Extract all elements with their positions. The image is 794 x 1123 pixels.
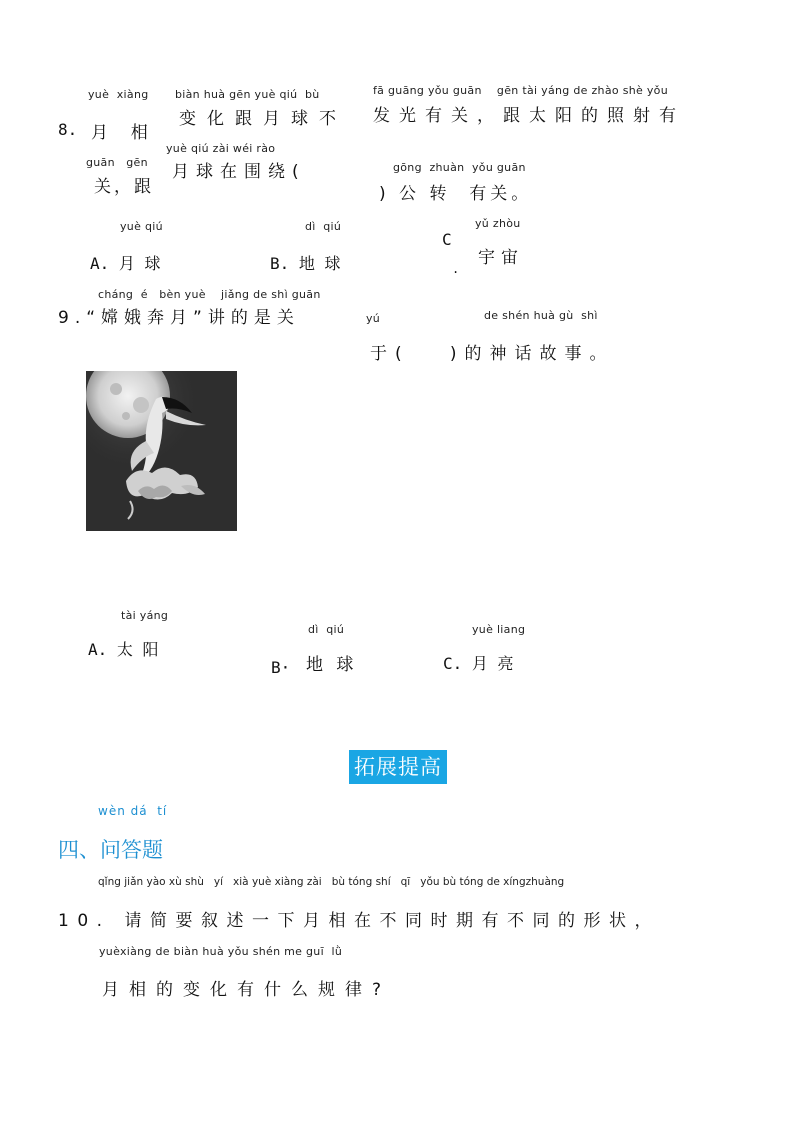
q9-option-a[interactable]: A. 太 阳 [88,640,159,659]
change-flying-to-moon-illustration [86,371,237,531]
q8-option-c-text[interactable]: 宇宙 [478,248,524,268]
q8-pinyin-2b: yuè qiú zài wéi rào [166,142,276,155]
q8-option-c-letter[interactable]: C [442,230,452,249]
q8-optB-pinyin: dì qiú [305,220,342,233]
q8-text-1a: 月 相 [91,123,152,143]
q8-text-2a: 关，跟 [94,177,154,197]
section-badge-extension: 拓展提高 [349,750,447,784]
q9-pinyin-1: cháng é bèn yuè jiǎng de shì guān [98,288,321,301]
q10-pinyin-2: yuèxiàng de biàn huà yǒu shén me guī lǜ [99,945,343,958]
q9-text-1: 9.“嫦娥奔月”讲的是关 [58,308,300,328]
q8-pinyin-1c: fā guāng yǒu guān gēn tài yáng de zhào shè yǒu [373,84,668,97]
q9-optB-pinyin: dì qiú [308,623,345,636]
q10-text-1: 10. 请简要叙述一下月相在不同时期有不同的形状， [58,911,660,931]
q8-number: 8. [58,120,78,139]
q10-text-2: 月相的变化有什么规律? [102,980,392,1000]
q8-text-2c: ) 公 转 有关。 [379,184,533,204]
moon-goddess-svg [86,371,237,531]
q8-option-b[interactable]: B. 地 球 [270,254,341,273]
q8-pinyin-2a: guān gēn [86,156,148,169]
q9-pinyin-yu: yú [366,312,381,325]
q8-text-1b: 变化跟月球不 [179,109,347,129]
q8-pinyin-1a: yuè xiàng [88,88,149,101]
q9-option-b-letter[interactable]: B· [271,658,291,677]
q9-option-c[interactable]: C. 月 亮 [443,654,514,673]
q8-pinyin-2c: gōng zhuàn yǒu guān [393,161,526,174]
q8-text-2b: 月球在围绕( [172,162,306,182]
q9-text-2: 于( )的神话故事。 [370,344,615,364]
section-title-pinyin: wèn dá tí [98,804,168,818]
q8-optA-pinyin: yuè qiú [120,220,163,233]
q10-pinyin-1: qǐng jiǎn yào xù shù yí xià yuè xiàng zài bù tóng shí qī yǒu bù tóng de xíngzhuàng [98,876,565,888]
q9-pinyin-2: de shén huà gù shì [484,309,598,322]
q9-optC-pinyin: yuè liang [472,623,526,636]
section-title: 四、问答题 [58,838,163,862]
q9-option-b-text[interactable]: 地 球 [306,655,358,675]
q9-optA-pinyin: tài yáng [121,609,169,622]
q8-option-a[interactable]: A. 月 球 [90,254,161,273]
q8-text-1c: 发光有关，跟太阳的照射有 [373,106,685,126]
q8-optC-pinyin: yǔ zhòu [475,217,521,230]
q8-pinyin-1b: biàn huà gēn yuè qiú bù [175,88,320,101]
q8-option-c-dot: . [452,262,460,276]
